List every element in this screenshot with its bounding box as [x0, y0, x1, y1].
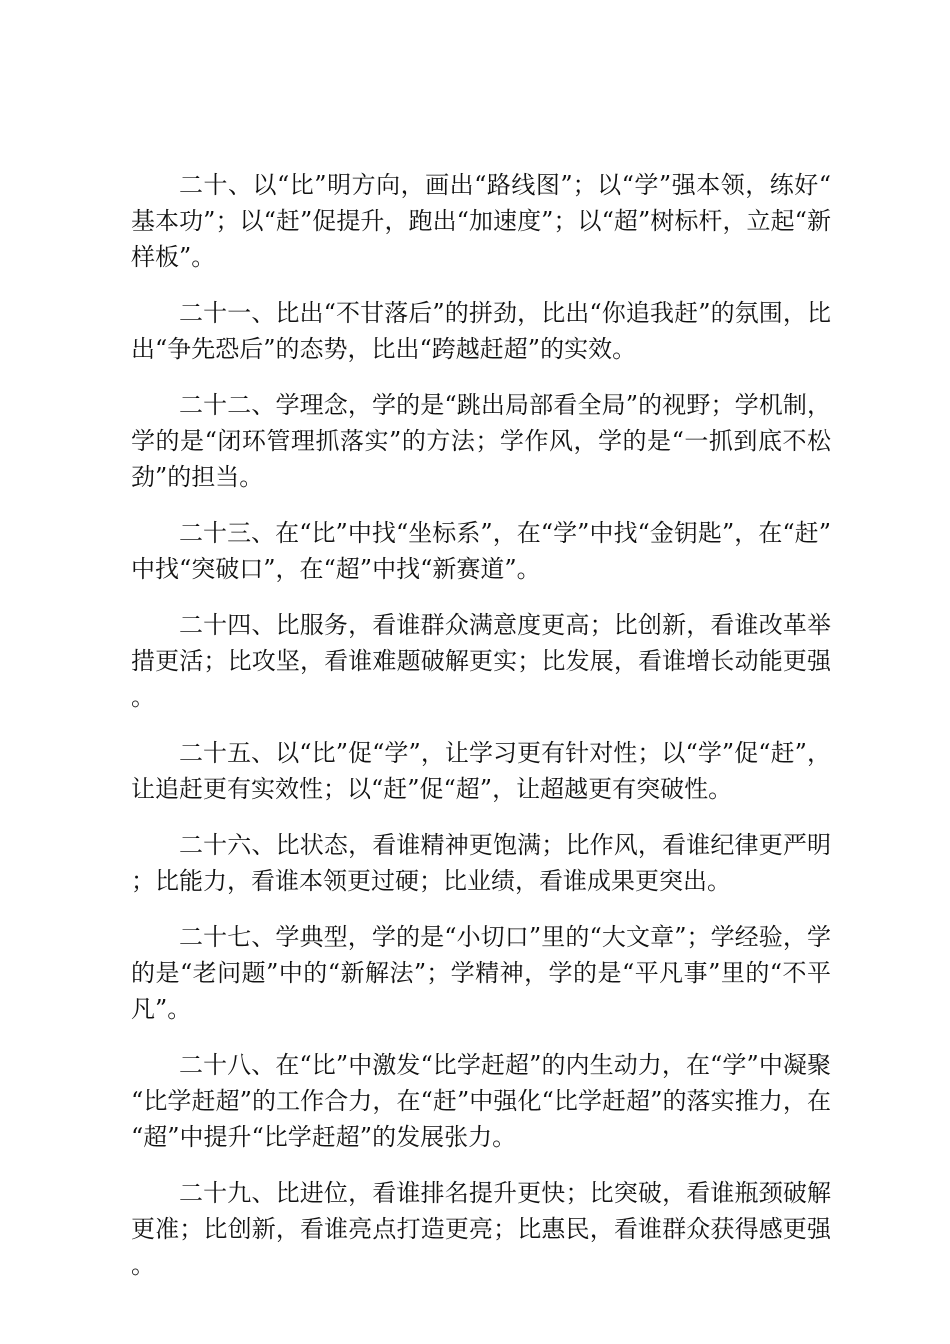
paragraph-26: 二十六、比状态，看谁精神更饱满；比作风，看谁纪律更严明；比能力，看谁本领更过硬；比业绩，看谁成果更突出。: [131, 831, 831, 895]
paragraph-22: 二十二、学理念，学的是“跳出局部看全局”的视野；学机制，学的是“闭环管理抓落实”的方法；学作风，学的是“一抓到底不松劲”的担当。: [131, 391, 831, 491]
paragraph-27: 二十七、学典型，学的是“小切口”里的“大文章”；学经验，学的是“老问题”中的“新解法”；学精神，学的是“平凡事”里的“不平凡”。: [131, 923, 831, 1023]
paragraph-25: 二十五、以“比”促“学”，让学习更有针对性；以“学”促“赶”，让追赶更有实效性；以“赶”促“超”，让超越更有突破性。: [131, 739, 831, 803]
paragraph-28: 二十八、在“比”中激发“比学赶超”的内生动力，在“学”中凝聚“比学赶超”的工作合力，在“赶”中强化“比学赶超”的落实推力，在“超”中提升“比学赶超”的发展张力。: [131, 1051, 831, 1151]
document-body: [131, 167, 831, 1303]
paragraph-24: 二十四、比服务，看谁群众满意度更高；比创新，看谁改革举措更活；比攻坚，看谁难题破解更实；比发展，看谁增长动能更强。: [131, 611, 831, 711]
paragraph-21: 二十一、比出“不甘落后”的拼劲，比出“你追我赶”的氛围，比出“争先恐后”的态势，比出“跨越赶超”的实效。: [131, 299, 831, 363]
paragraph-29: 二十九、比进位，看谁排名提升更快；比突破，看谁瓶颈破解更准；比创新，看谁亮点打造更亮；比惠民，看谁群众获得感更强。: [131, 1179, 831, 1279]
paragraph-23: 二十三、在“比”中找“坐标系”，在“学”中找“金钥匙”，在“赶”中找“突破口”，在“超”中找“新赛道”。: [131, 519, 831, 583]
paragraph-20: 二十、以“比”明方向，画出“路线图”；以“学”强本领，练好“基本功”；以“赶”促提升，跑出“加速度”；以“超”树标杆，立起“新样板”。: [131, 171, 831, 271]
